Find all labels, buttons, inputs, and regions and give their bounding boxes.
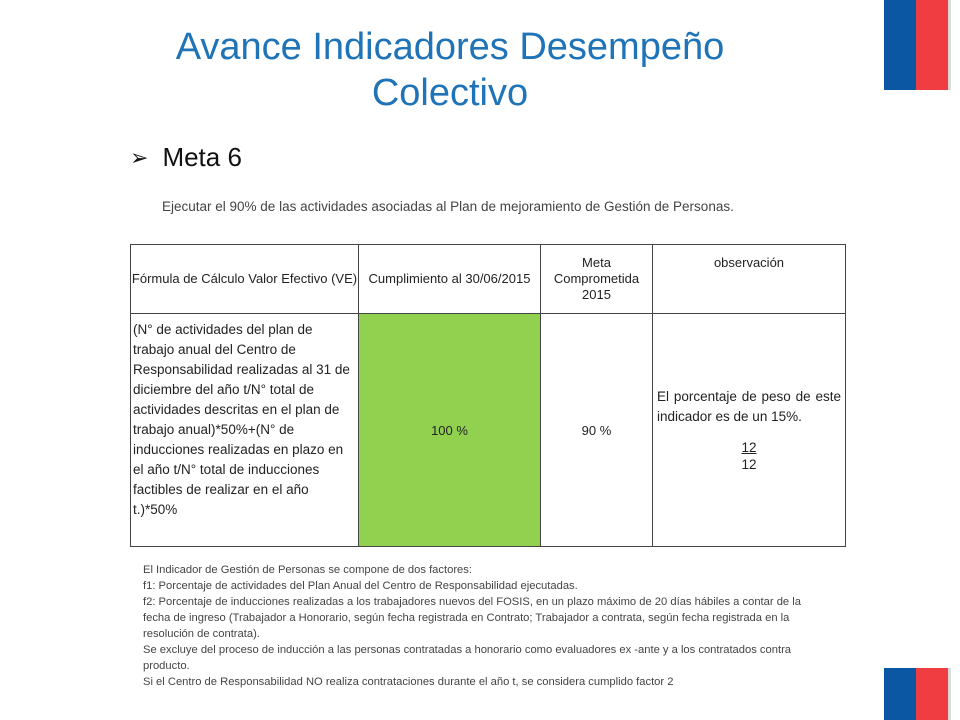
meta-description: Ejecutar el 90% de las actividades asociadas al Plan de mejoramiento de Gestión de Personas. xyxy=(162,199,734,214)
footnote-line: El Indicador de Gestión de Personas se compone de dos factores: xyxy=(143,564,472,576)
arrow-bullet-icon: ➢ xyxy=(130,144,149,170)
fraction-denominator: 12 xyxy=(741,457,757,472)
header-cumplimiento: Cumplimiento al 30/06/2015 xyxy=(359,245,541,314)
footnote-line: Se excluye del proceso de inducción a las personas contratadas a honorario como evaluadores ex -ante y a los contratados contra producto. xyxy=(143,644,792,672)
table-header-row xyxy=(131,245,846,314)
header-meta: Meta Comprometida 2015 xyxy=(541,245,653,314)
cell-meta: 90 % xyxy=(541,314,653,547)
footnote xyxy=(143,562,808,690)
indicator-table xyxy=(130,244,846,547)
fraction-numerator: 12 xyxy=(741,440,757,455)
header-formula: Fórmula de Cálculo Valor Efectivo (VE) xyxy=(131,245,359,314)
meta-heading-label: Meta 6 xyxy=(162,142,242,172)
cell-formula: (N° de actividades del plan de trabajo anual del Centro de Responsabilidad realizadas al 31 de diciembre del año t/N° total de actividades descritas en el plan de trabajo anual)*50%+(N° de inducciones realizadas en plazo en el año t/N° total de inducciones factibles de realizar en el año t.)*50% xyxy=(131,314,359,547)
header-observacion: observación xyxy=(653,245,846,314)
cell-observacion xyxy=(653,314,846,547)
footnote-line: f2: Porcentaje de inducciones realizadas a los trabajadores nuevos del FOSIS, en un plazo máximo de 20 días hábiles a contar de la fecha de ingreso (Trabajador a Honorario, según fecha registrada en Contrato; Trabajador a contrata, según fecha registrada en la resolución de contrata). xyxy=(143,596,801,640)
observacion-text: El porcentaje de peso de este indicador es de un 15%. xyxy=(657,389,841,424)
chile-flag-decoration-bottom xyxy=(884,668,948,720)
slide-title: Avance Indicadores Desempeño Colectivo xyxy=(175,26,725,114)
footnote-line: f1: Porcentaje de actividades del Plan Anual del Centro de Responsabilidad ejecutadas. xyxy=(143,580,578,592)
meta-heading xyxy=(130,142,242,173)
observacion-fraction xyxy=(657,439,841,473)
table-row xyxy=(131,314,846,547)
footnote-line: Si el Centro de Responsabilidad NO realiza contrataciones durante el año t, se considera cumplido factor 2 xyxy=(143,676,674,688)
chile-flag-decoration-top xyxy=(884,0,948,90)
cell-cumplimiento: 100 % xyxy=(359,314,541,547)
